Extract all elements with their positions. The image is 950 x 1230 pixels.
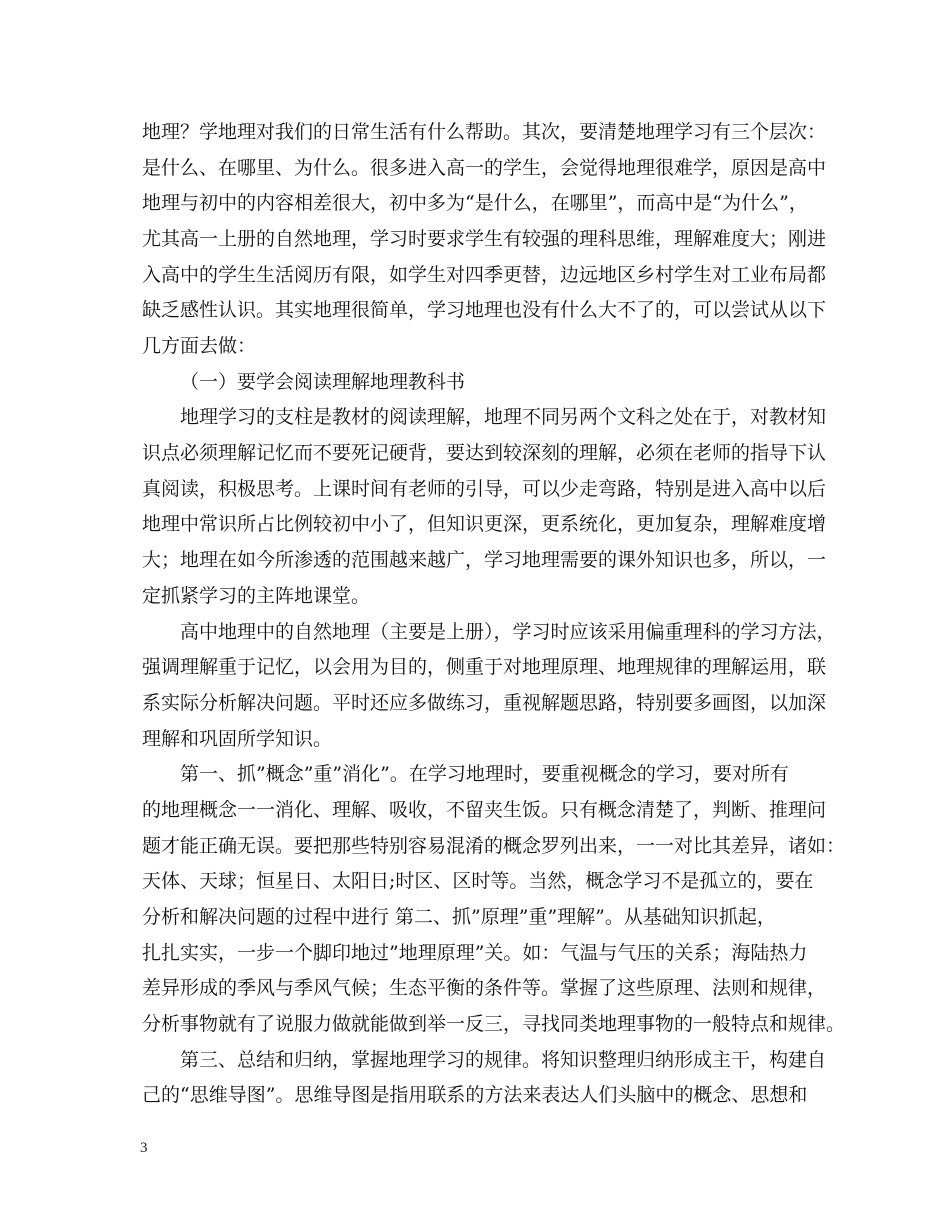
text-line: 几方面去做： xyxy=(142,335,257,357)
text-line: 地理中常识所占比例较初中小了，但知识更深，更系统化，更加复杂，理解难度增 xyxy=(142,513,827,535)
text-line: 第三、总结和归纳，掌握地理学习的规律。将知识整理归纳形成主干，构建自 xyxy=(180,1049,827,1071)
text-line: 缺乏感性认识。其实地理很简单，学习地理也没有什么大不了的，可以尝试从以下 xyxy=(142,299,827,321)
text-line: 入高中的学生生活阅历有限，如学生对四季更替，边远地区乡村学生对工业布局都 xyxy=(142,264,827,286)
page-number: 3 xyxy=(140,1140,148,1156)
text-line: 天体、天球；恒星日、太阳日;时区、区时等。当然，概念学习不是孤立的，要在 xyxy=(142,870,814,892)
text-line: 高中地理中的自然地理（主要是上册），学习时应该采用偏重理科的学习方法， xyxy=(180,621,836,643)
text-line: 分析事物就有了说服力做就能做到举一反三，寻找同类地理事物的一般特点和规律。 xyxy=(142,1013,846,1035)
text-line: 第一、抓”概念”重”消化”。在学习地理时，要重视概念的学习，要对所有 xyxy=(180,763,789,785)
text-line: 题才能正确无误。要把那些特别容易混淆的概念罗列出来，一一对比其差异，诸如： xyxy=(142,835,846,857)
text-line: 差异形成的季风与季风气候；生态平衡的条件等。掌握了这些原理、法则和规律， xyxy=(142,977,827,999)
text-line: 尤其高一上册的自然地理，学习时要求学生有较强的理科思维，理解难度大；刚进 xyxy=(142,228,827,250)
text-line: 己的“思维导图”。思维导图是指用联系的方法来表达人们头脑中的概念、思想和 xyxy=(142,1084,808,1106)
text-line: 地理与初中的内容相差很大，初中多为“是什么，在哪里”，而高中是“为什么”， xyxy=(142,192,808,214)
text-line: 系实际分析解决问题。平时还应多做练习，重视解题思路，特别要多画图，以加深 xyxy=(142,692,827,714)
text-line: 真阅读，积极思考。上课时间有老师的引导，可以少走弯路，特别是进入高中以后 xyxy=(142,478,827,500)
text-line: 强调理解重于记忆，以会用为目的，侧重于对地理原理、地理规律的理解运用，联 xyxy=(142,656,827,678)
text-line: 扎扎实实，一步一个脚印地过”地理原理”关。如：气温与气压的关系；海陆热力 xyxy=(142,942,808,964)
text-line: 分析和解决问题的过程中进行 第二、抓”原理”重”理解”。从基础知识抓起， xyxy=(142,906,776,928)
section-heading: （一）要学会阅读理解地理教科书 xyxy=(180,371,466,393)
text-line: 定抓紧学习的主阵地课堂。 xyxy=(142,585,371,607)
text-line: 理解和巩固所学知识。 xyxy=(142,728,333,750)
text-line: 识点必须理解记忆而不要死记硬背，要达到较深刻的理解，必须在老师的指导下认 xyxy=(142,442,827,464)
text-line: 地理学习的支柱是教材的阅读理解，地理不同另两个文科之处在于，对教材知 xyxy=(180,406,827,428)
text-line: 地理？学地理对我们的日常生活有什么帮助。其次，要清楚地理学习有三个层次： xyxy=(142,121,827,143)
text-line: 是什么、在哪里、为什么。很多进入高一的学生，会觉得地理很难学，原因是高中 xyxy=(142,157,827,179)
text-line: 大；地理在如今所渗透的范围越来越广，学习地理需要的课外知识也多，所以，一 xyxy=(142,549,827,571)
text-line: 的地理概念一一消化、理解、吸收，不留夹生饭。只有概念清楚了，判断、推理问 xyxy=(142,799,827,821)
